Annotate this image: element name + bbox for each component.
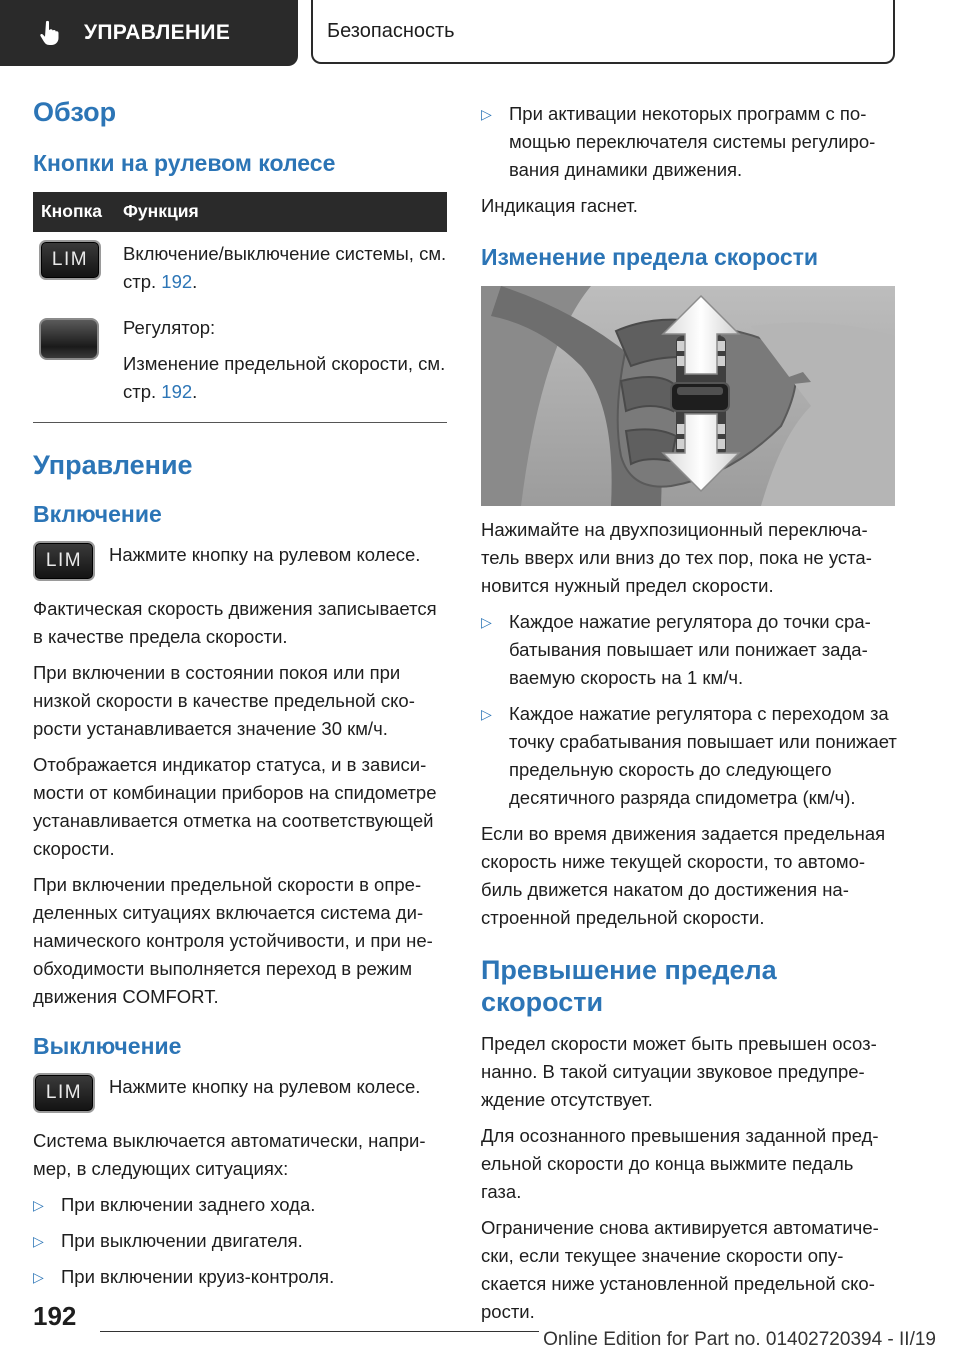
off-instruction: Нажмите кнопку на рулевом колесе.: [109, 1075, 421, 1097]
bullet-triangle-icon: ▷: [33, 1196, 44, 1213]
table-col-function: Функция: [123, 201, 199, 222]
bullet-triangle-icon: ▷: [33, 1232, 44, 1249]
lim-button-icon: LIM: [33, 1073, 95, 1113]
paragraph: Индикация гаснет.: [481, 195, 638, 216]
list-item: ▷ Каждое нажатие регулятора до точки срабатывания повышает или понижает задаваемую скорость на 1 км/ч.: [481, 608, 897, 692]
off-instruction-row: [33, 1073, 447, 1113]
rocker-switch-icon: [39, 318, 99, 360]
paragraph: Для осознанного превышения заданной предельной скорости до конца выжмите педаль газа.: [481, 1125, 879, 1203]
table-col-button: Кнопка: [41, 201, 103, 222]
off-conditions-list: [33, 1191, 447, 1291]
list-item: ▷ При включении заднего хода.: [33, 1191, 447, 1219]
subsection-title: Безопасность: [327, 19, 455, 42]
bullet-triangle-icon: ▷: [481, 106, 492, 122]
change-list: [481, 608, 897, 812]
hand-pointer-icon: [38, 20, 62, 46]
paragraph: При включении в состоянии покоя или при низкой скорости в качестве предельной скорости устанавливается значение 30 км/ч.: [33, 661, 415, 739]
list-item: ▷ Каждое нажатие регулятора с переходом за точку срабатывания повышает или понижает предельную скорость до следующего десятичного разряда спидометра (км/ч).: [481, 700, 897, 812]
steering-wheel-rocker-image: [481, 286, 895, 506]
bullet-triangle-icon: ▷: [481, 705, 492, 722]
section-tab: [0, 0, 298, 66]
edition-note: Online Edition for Part no. 01402720394 - II/19: [539, 1329, 936, 1351]
table-cell-function: Регулятор: Изменение предельной скорости, см. стр. 192.: [123, 316, 446, 402]
paragraph: Предел скорости может быть превышен осознанно. В такой ситуации звуковое предупреждение отсутствует.: [481, 1033, 877, 1111]
lim-button-icon: LIM: [33, 541, 95, 581]
subsection-tab: [311, 0, 895, 64]
paragraph: Система выключается автоматически, например, в следующих ситуациях:: [33, 1129, 426, 1179]
off-heading: Выключение: [33, 1032, 182, 1059]
left-column: [33, 96, 447, 1291]
change-limit-heading: Изменение предела скорости: [481, 244, 819, 270]
paragraph: Нажимайте на двухпозиционный переключатель вверх или вниз до тех пор, пока не установится нужный предел скорости.: [481, 518, 872, 596]
paragraph: При включении предельной скорости в определенных ситуациях включается система динамического контроля устойчивости, и при необходимости выполняется переход в режим движения COMFORT.: [33, 873, 433, 1007]
exceed-limit-heading: Превышение предела скорости: [481, 954, 777, 1017]
page-link[interactable]: 192: [161, 270, 193, 292]
paragraph: Фактическая скорость движения записывается в качестве предела скорости.: [33, 597, 437, 647]
buttons-table: [33, 192, 447, 423]
table-cell-function: Включение/выключение системы, см. стр. 192.: [123, 242, 447, 292]
overview-heading: Обзор: [33, 97, 117, 127]
paragraph: Ограничение снова активируется автоматически, если текущее значение скорости опускается ниже установленной предельной скорости.: [481, 1217, 879, 1323]
list-item: ▷ При включении круиз-контроля.: [33, 1263, 447, 1291]
on-instruction-row: [33, 541, 447, 581]
control-heading: Управление: [33, 449, 193, 480]
paragraph: Если во время движения задается предельная скорость ниже текущей скорости, то автомобиль движется накатом до достижения настроенной предельной скорости.: [481, 822, 886, 928]
page-number: 192: [33, 1301, 77, 1331]
on-heading: Включение: [33, 501, 162, 528]
table-row: [33, 232, 447, 304]
lim-button-icon: LIM: [39, 240, 101, 280]
on-instruction: Нажмите кнопку на рулевом колесе.: [109, 543, 421, 565]
table-row: [33, 304, 447, 423]
bullet-triangle-icon: ▷: [481, 613, 492, 630]
buttons-heading: Кнопки на рулевом колесе: [33, 150, 336, 177]
list-item: ▷ При активации некоторых программ с помощью переключателя системы регулирования динамики движения.: [481, 100, 897, 184]
page-link[interactable]: 192: [161, 380, 193, 402]
bullet-triangle-icon: ▷: [33, 1268, 44, 1285]
section-title: УПРАВЛЕНИЕ: [84, 21, 231, 44]
continued-list: [481, 100, 897, 184]
right-column: [481, 100, 897, 1326]
paragraph: Отображается индикатор статуса, и в зависимости от комбинации приборов на спидометре устанавливается отметка на соответствующей скорости.: [33, 753, 437, 859]
table-header: [33, 192, 447, 232]
list-item: ▷ При выключении двигателя.: [33, 1227, 447, 1255]
